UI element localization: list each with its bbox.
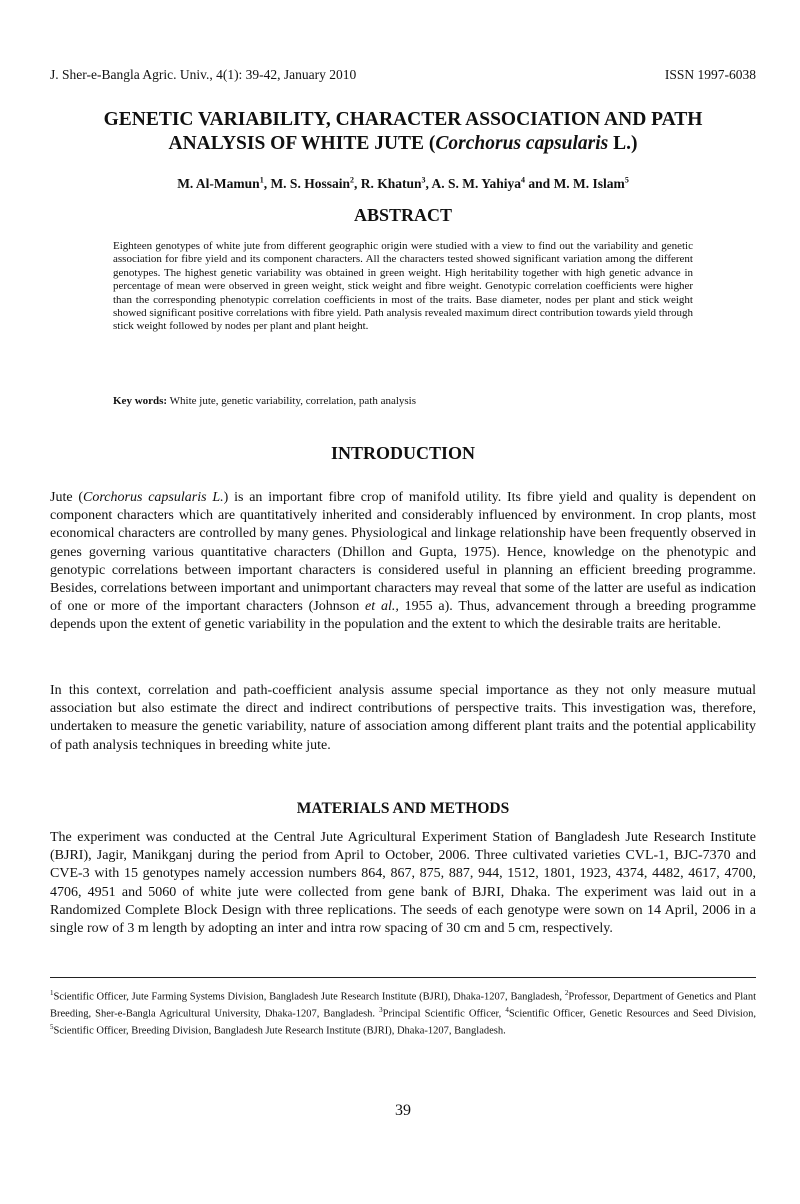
introduction-paragraph-1: Jute (Corchorus capsularis L.) is an important fibre crop of manifold utility. Its fibre yield and quality is dependent on component characters which are quantitatively inherited and considerably influenced by environment. In crop plants, most economical characters are controlled by many genes. Physiological and linkage relationship have been frequently observed in genes governing various quantitative characters (Dhillon and Gupta, 1975). Hence, knowledge on the phenotypic and genotypic correlations between important characters is considered useful in planning an efficient breeding programme. Besides, correlations between important and unimportant characters may reveal that some of the latter are useful as indication of one or more of the important characters (Johnson et al., 1955 a). Thus, advancement through a breeding programme depends upon the extent of genetic variability in the population and the extent to which the desirable traits are heritable. [50, 490, 756, 633]
author: M. M. Islam$^5$ [553, 175, 629, 191]
title-line-1: GENETIC VARIABILITY, CHARACTER ASSOCIATION AND PATH [103, 109, 703, 130]
keywords-label: Key words: [113, 395, 168, 407]
title-line-2-suffix: L.) [608, 133, 638, 154]
abstract-heading: ABSTRACT [353, 205, 453, 225]
paper-title [50, 108, 756, 156]
author-list [50, 175, 756, 192]
title-line-2-prefix: ANALYSIS OF WHITE JUTE ( [168, 133, 436, 154]
journal-citation: J. Sher-e-Bangla Agric. Univ., 4(1): 39-42, January 2010 [50, 67, 357, 82]
author: M. Al-Mamun$^1$, [177, 175, 271, 191]
author: A. S. M. Yahiya$^4$ and [431, 175, 554, 191]
footnote-divider [50, 977, 756, 978]
author: R. Khatun$^3$, [360, 175, 432, 191]
footnotes: $^1$Scientific Officer, Jute Farming Systems Division, Bangladesh Jute Research Institute (BJRI), Dhaka-1207, Bangladesh, $^2$Professor, Department of Genetics and Plant Breeding, Sher-e-Bangla Agricultural University, Dhaka-1207, Bangladesh. $^3$Principal Scientific Officer, $^4$Scientific Officer, Genetic Resources and Seed Division, $^5$Scientific Officer, Breeding Division, Bangladesh Jute Research Institute (BJRI), Dhaka-1207, Bangladesh. [50, 989, 756, 1037]
title-line-2 [50, 132, 756, 156]
issn: ISSN 1997-6038 [664, 67, 756, 82]
materials-methods-heading: MATERIALS AND METHODS [296, 800, 510, 817]
title-species: Corchorus capsularis [435, 133, 609, 154]
materials-methods-paragraph: The experiment was conducted at the Central Jute Agricultural Experiment Station of Bangladesh Jute Research Institute (BJRI), Jagir, Manikganj during the period from April to October, 2006. Three cultivated varieties CVL-1, BJC-7370 and CVE-3 with 15 genotypes namely accession numbers 864, 867, 875, 887, 944, 1512, 1801, 1923, 4374, 4482, 4617, 4700, 4706, 4951 and 5060 of white jute were collected from gene bank of BJRI, Dhaka. The experiment was laid out in a Randomized Complete Block Design with three replications. The seeds of each genotype were sown on 14 April, 2006 in a single row of 3 m length by adopting an inter and intra row spacing of 30 cm and 5 cm, respectively. [50, 830, 756, 937]
page-number: 39 [395, 1102, 411, 1119]
introduction-heading: INTRODUCTION [330, 443, 476, 463]
author: M. S. Hossain$^2$, [270, 175, 361, 191]
introduction-paragraph-2: In this context, correlation and path-coefficient analysis assume special importance as they not only measure mutual association but also estimate the direct and indirect contributions of perspective traits. This investigation was, therefore, undertaken to measure the genetic variability, nature of association among different plant traits and the potential applicability of path analysis techniques in breeding white jute. [50, 683, 756, 753]
keywords-text: White jute, genetic variability, correlation, path analysis [167, 395, 417, 407]
abstract-text: Eighteen genotypes of white jute from different geographic origin were studied with a view to find out the variability and genetic association for fibre yield and its component characters. All the characters tested showed significant variation among the different genotypes. The highest genetic variability was obtained in green weight. High heritability together with high genetic advance in percentage of mean were observed in green weight, stick weight and fibre weight. Genotypic correlation coefficients were higher than the corresponding phenotypic correlation coefficients in most of the traits. Base diameter, nodes per plant and stick weight showed significant positive correlations with fibre yield. Path analysis revealed maximum direct contribution towards yield through stick weight followed by nodes per plant and plant height. [113, 240, 693, 333]
keywords [113, 395, 693, 407]
